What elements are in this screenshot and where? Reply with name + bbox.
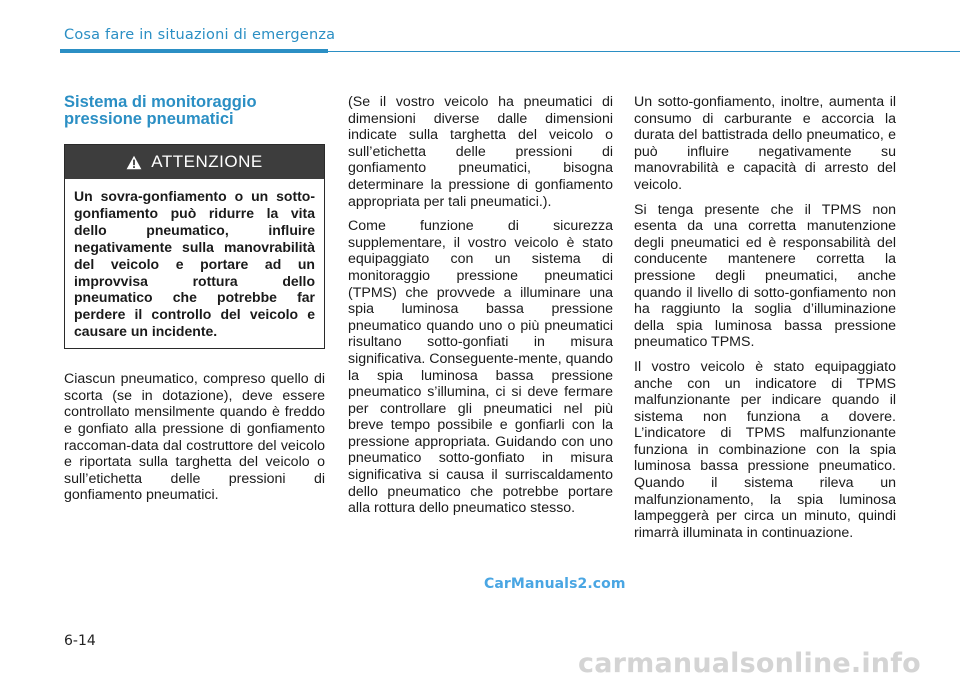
column-3 bbox=[634, 94, 896, 549]
section-title: Sistema di monitoraggio pressione pneumatici bbox=[64, 93, 257, 128]
column-2 bbox=[348, 94, 613, 525]
warning-text: Un sovra-gonfiamento o un sotto-gonfiamento può ridurre la vita dello pneumatico, influire negativamente sulla manovrabilità del veicolo e portare ad un improvvisa rottura dello pneumatico che potrebbe far perdere il controllo del veicolo e causare un incidente. bbox=[74, 188, 315, 340]
paragraph: (Se il vostro veicolo ha pneumatici di dimensioni diverse dalle dimensioni indicate sulla targhetta del veicolo o sull’etichetta delle pressioni di gonfiamento pneumatici, bisogna determinare la pressione di gonfiamento appropriata per tali pneumatici.). bbox=[348, 94, 613, 210]
warning-box bbox=[64, 144, 325, 349]
column-1 bbox=[64, 94, 325, 512]
warning-label: ATTENZIONE bbox=[151, 151, 263, 171]
chapter-title: Cosa fare in situazioni di emergenza bbox=[64, 27, 336, 43]
paragraph: Si tenga presente che il TPMS non esenta da una corretta manutenzione degli pneumatici ed è responsabilità del conducente mantenere corretta la pressione degli pneumatici, anche quando il livello di sotto-gonfiamento non ha raggiunto la soglia d’illuminazione della spia luminosa bassa pressione pneumatico TPMS. bbox=[634, 201, 896, 351]
warning-header bbox=[65, 145, 324, 179]
header-rule bbox=[328, 51, 960, 52]
warning-triangle-icon bbox=[126, 155, 142, 170]
paragraph: Un sotto-gonfiamento, inoltre, aumenta il consumo di carburante e accorcia la durata del battistrada dello pneumatico, e può influire negativamente su manovrabilità e capacità di arresto del veicolo. bbox=[634, 94, 896, 193]
footer-watermark: carmanualsonline.info bbox=[578, 648, 921, 679]
watermark-link[interactable]: CarManuals2.com bbox=[484, 576, 626, 592]
paragraph: Come funzione di sicurezza supplementare, il vostro veicolo è stato equipaggiato con un sistema di monitoraggio pressione pneumatici (TPMS) che provvede a illuminare una spia luminosa bassa pressione pneumatico quando uno o più pneumatici risultano sotto-gonfiati in misura significativa. Conseguente-mente, quando la spia luminosa bassa pressione pneumatico s’illumina, ci si deve fermare per controllare gli pneumatici nel più breve tempo possibile e gonfiarli con la pressione appropriata. Guidando con uno pneumatico sotto-gonfiato in misura significativa si causa il surriscaldamento dello pneumatico che potrebbe portare alla rottura dello pneumatico stesso. bbox=[348, 218, 614, 517]
page-number: 6-14 bbox=[64, 633, 96, 649]
paragraph: Ciascun pneumatico, compreso quello di scorta (se in dotazione), deve essere controllato mensilmente quando è freddo e gonfiato alla pressione di gonfiamento raccoman-data dal costruttore del veicolo e riportata sulla targhetta del veicolo o sull’etichetta delle pressioni di gonfiamento pneumatici. bbox=[64, 371, 325, 504]
paragraph: Il vostro veicolo è stato equipaggiato anche con un indicatore di TPMS malfunzionante per indicare quando il sistema non funziona a dovere. L’indicatore di TPMS malfunzionante funziona in combinazione con la spia luminosa bassa pressione pneumatico. Quando il sistema rileva un malfunzionamento, la spia luminosa lampeggerà per circa un minuto, quindi rimarrà illuminata in continuazione. bbox=[634, 358, 896, 541]
header-rule-accent bbox=[60, 49, 328, 53]
